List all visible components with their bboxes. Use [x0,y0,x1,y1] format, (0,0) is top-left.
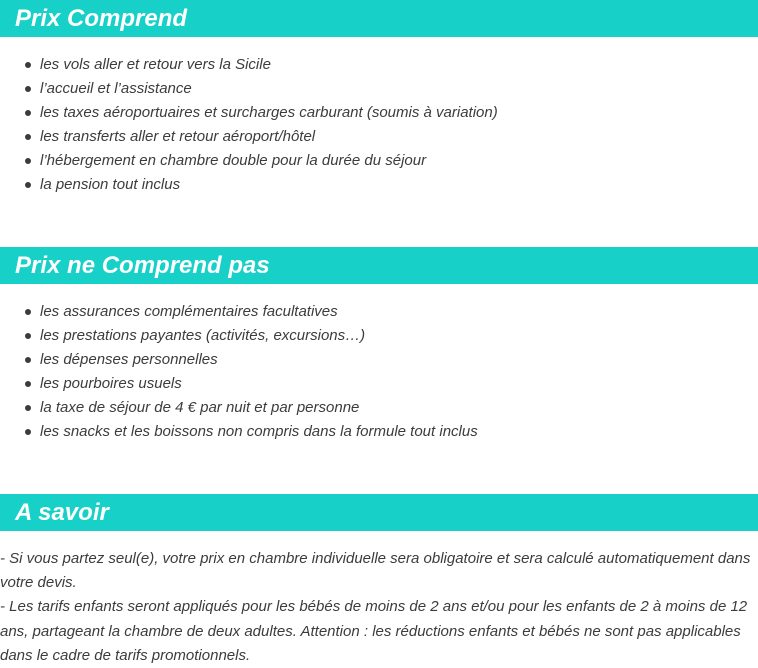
list-item [0,101,758,125]
list-item-text: les snacks et les boissons non compris dans la formule tout inclus [40,423,478,440]
list-item-text: les pourboires usuels [40,375,182,392]
list-item-text: l’accueil et l’assistance [40,80,192,97]
bullet-icon [25,309,31,315]
bullet-icon [25,134,31,140]
bullet-icon [25,158,31,164]
section-header-band [0,494,758,531]
list-item-text: la pension tout inclus [40,176,181,193]
bullet-icon [25,182,31,188]
section-title: A savoir [15,499,109,526]
list-item-text: les vols aller et retour vers la Sicile [40,56,271,73]
section-a-savoir [0,494,758,668]
list-item-text: la taxe de séjour de 4 € par nuit et par personne [40,399,360,416]
list-item [0,372,758,396]
bullet-icon [25,381,31,387]
list-item [0,173,758,197]
list-item [0,149,758,173]
list-item [0,53,758,77]
section-header-band [0,0,758,37]
list-item [0,348,758,372]
section-header-band [0,247,758,284]
section-title: Prix Comprend [15,5,188,32]
info-paragraph: - Si vous partez seul(e), votre prix en chambre individuelle sera obligatoire et sera calculé automatiquement dans votre devis. [0,550,751,592]
bullet-icon [25,62,31,68]
list-item-text: l’hébergement en chambre double pour la durée du séjour [40,152,427,169]
section-title: Prix ne Comprend pas [15,252,270,279]
list-item [0,77,758,101]
bullet-icon [25,405,31,411]
list-item-text: les assurances complémentaires facultatives [40,303,338,320]
list-item [0,396,758,420]
included-list [0,37,758,197]
bullet-icon [25,333,31,339]
section-prix-ne-comprend-pas [0,247,758,444]
list-item-text: les prestations payantes (activités, excursions…) [40,327,366,344]
list-item-text: les transferts aller et retour aéroport/hôtel [40,128,316,145]
list-item [0,300,758,324]
info-paragraph: - Les tarifs enfants seront appliqués pour les bébés de moins de 2 ans et/ou pour les enfants de 2 à moins de 12 ans, partageant la chambre de deux adultes. Attention : les réductions enfants et bébés ne sont pas applicables dans le cadre de tarifs promotionnels. [0,598,748,664]
list-item [0,324,758,348]
excluded-list [0,284,758,444]
list-item [0,420,758,444]
list-item [0,125,758,149]
bullet-icon [25,429,31,435]
bullet-icon [25,110,31,116]
bullet-icon [25,86,31,92]
bullet-icon [25,357,31,363]
info-text-block [0,531,754,668]
list-item-text: les taxes aéroportuaires et surcharges carburant (soumis à variation) [40,104,498,121]
section-prix-comprend [0,0,758,197]
list-item-text: les dépenses personnelles [40,351,218,368]
